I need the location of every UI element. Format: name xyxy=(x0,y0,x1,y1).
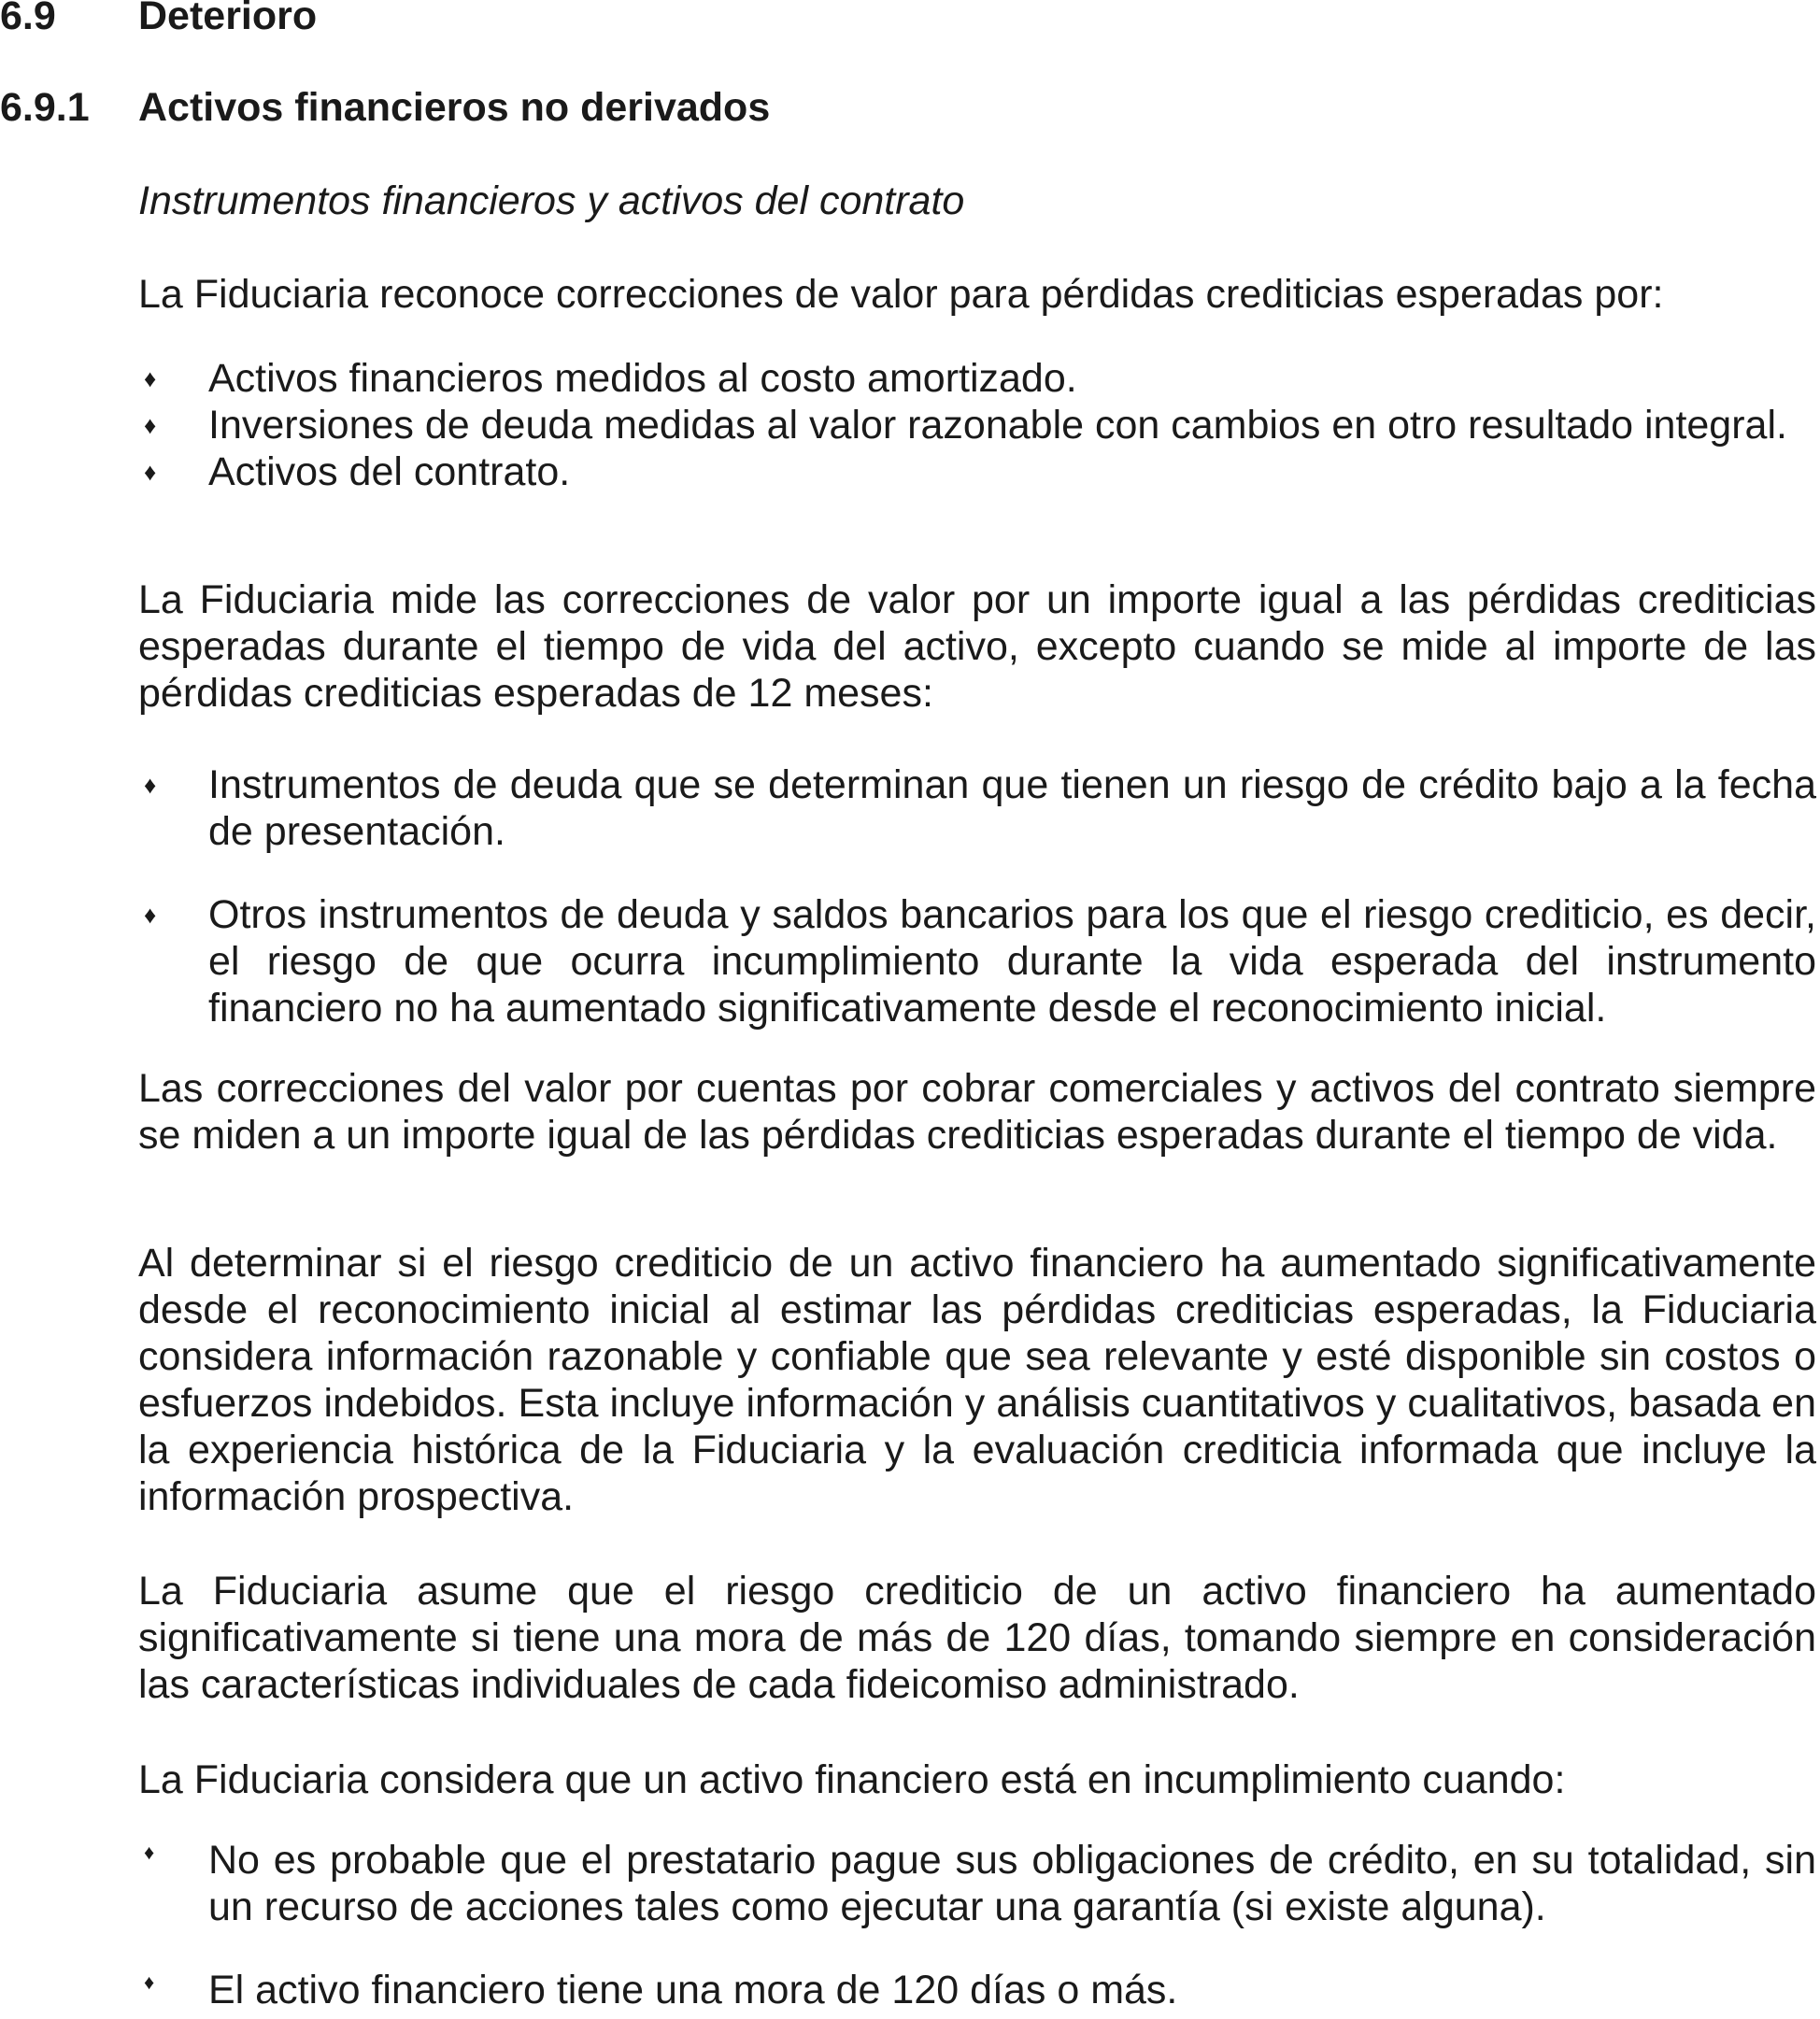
bullet-list-3 xyxy=(138,1837,1816,2013)
list-item xyxy=(138,1837,1816,1930)
default-paragraph: La Fiduciaria considera que un activo financiero está en incumplimiento cuando: xyxy=(138,1757,1566,1802)
assume-paragraph: La Fiduciaria asume que el riesgo crediticio de un activo financiero ha aumentado significativamente si tiene una mora de más de 120 días, tomando siempre en consideración las características individuales de cada fideicomiso administrado. xyxy=(138,1569,1816,1707)
intro-paragraph: La Fiduciaria reconoce correcciones de valor para pérdidas crediticias esperadas por: xyxy=(138,272,1664,317)
list-item-text: Instrumentos de deuda que se determinan que tienen un riesgo de crédito bajo a la fecha de presentación. xyxy=(208,762,1816,854)
section-title: Deterioro xyxy=(138,0,318,38)
list-item xyxy=(138,402,1816,448)
diamond-bullet-icon: ♦ xyxy=(144,411,157,439)
bullet-list-1 xyxy=(138,355,1816,495)
receivables-paragraph: Las correcciones del valor por cuentas por cobrar comerciales y activos del contrato siempre se miden a un importe igual de las pérdidas crediticias esperadas durante el tiempo de vida. xyxy=(138,1066,1816,1158)
list-item xyxy=(138,761,1816,855)
list-item xyxy=(138,891,1816,1031)
list-item-text: Otros instrumentos de deuda y saldos bancarios para los que el riesgo crediticio, es decir, el riesgo de que ocurra incumplimiento durante la vida esperada del instrumento financiero no ha aumentado significativamente desde el reconocimiento inicial. xyxy=(208,892,1816,1031)
section-number: 6.9 xyxy=(0,0,56,38)
list-item-text: Inversiones de deuda medidas al valor razonable con cambios en otro resultado integral. xyxy=(208,403,1787,448)
subsection-number: 6.9.1 xyxy=(0,85,90,130)
list-item-text: Activos del contrato. xyxy=(208,449,571,494)
list-item xyxy=(138,1967,1816,2013)
measure-paragraph: La Fiduciaria mide las correcciones de valor por un importe igual a las pérdidas crediticias esperadas durante el tiempo de vida del activo, excepto cuando se mide al importe de las pérdidas crediticias esperadas de 12 meses: xyxy=(138,577,1816,716)
subtitle: Instrumentos financieros y activos del contrato xyxy=(138,178,965,223)
list-item xyxy=(138,355,1816,402)
subsection-title: Activos financieros no derivados xyxy=(138,85,771,130)
diamond-bullet-icon: ♦ xyxy=(144,364,157,392)
list-item-text: El activo financiero tiene una mora de 120 días o más. xyxy=(208,1968,1178,2012)
diamond-bullet-icon: ♦ xyxy=(144,771,157,799)
small-diamond-bullet-icon: ♦ xyxy=(144,1970,155,1994)
bullet-list-2 xyxy=(138,761,1816,1031)
list-item xyxy=(138,448,1816,495)
determine-paragraph: Al determinar si el riesgo crediticio de un activo financiero ha aumentado significativamente desde el reconocimiento inicial al estimar las pérdidas crediticias esperadas, la Fiduciaria considera información razonable y confiable que sea relevante y esté disponible sin costos o esfuerzos indebidos. Esta incluye información y análisis cuantitativos y cualitativos, basada en la experiencia histórica de la Fiduciaria y la evaluación crediticia informada que incluye la información prospectiva. xyxy=(138,1241,1816,1519)
list-item-text: No es probable que el prestatario pague sus obligaciones de crédito, en su totalidad, sin un recurso de acciones tales como ejecutar una garantía (si existe alguna). xyxy=(208,1838,1816,1929)
small-diamond-bullet-icon: ♦ xyxy=(144,1841,155,1864)
diamond-bullet-icon: ♦ xyxy=(144,458,157,486)
diamond-bullet-icon: ♦ xyxy=(144,901,157,929)
list-item-text: Activos financieros medidos al costo amortizado. xyxy=(208,356,1077,401)
